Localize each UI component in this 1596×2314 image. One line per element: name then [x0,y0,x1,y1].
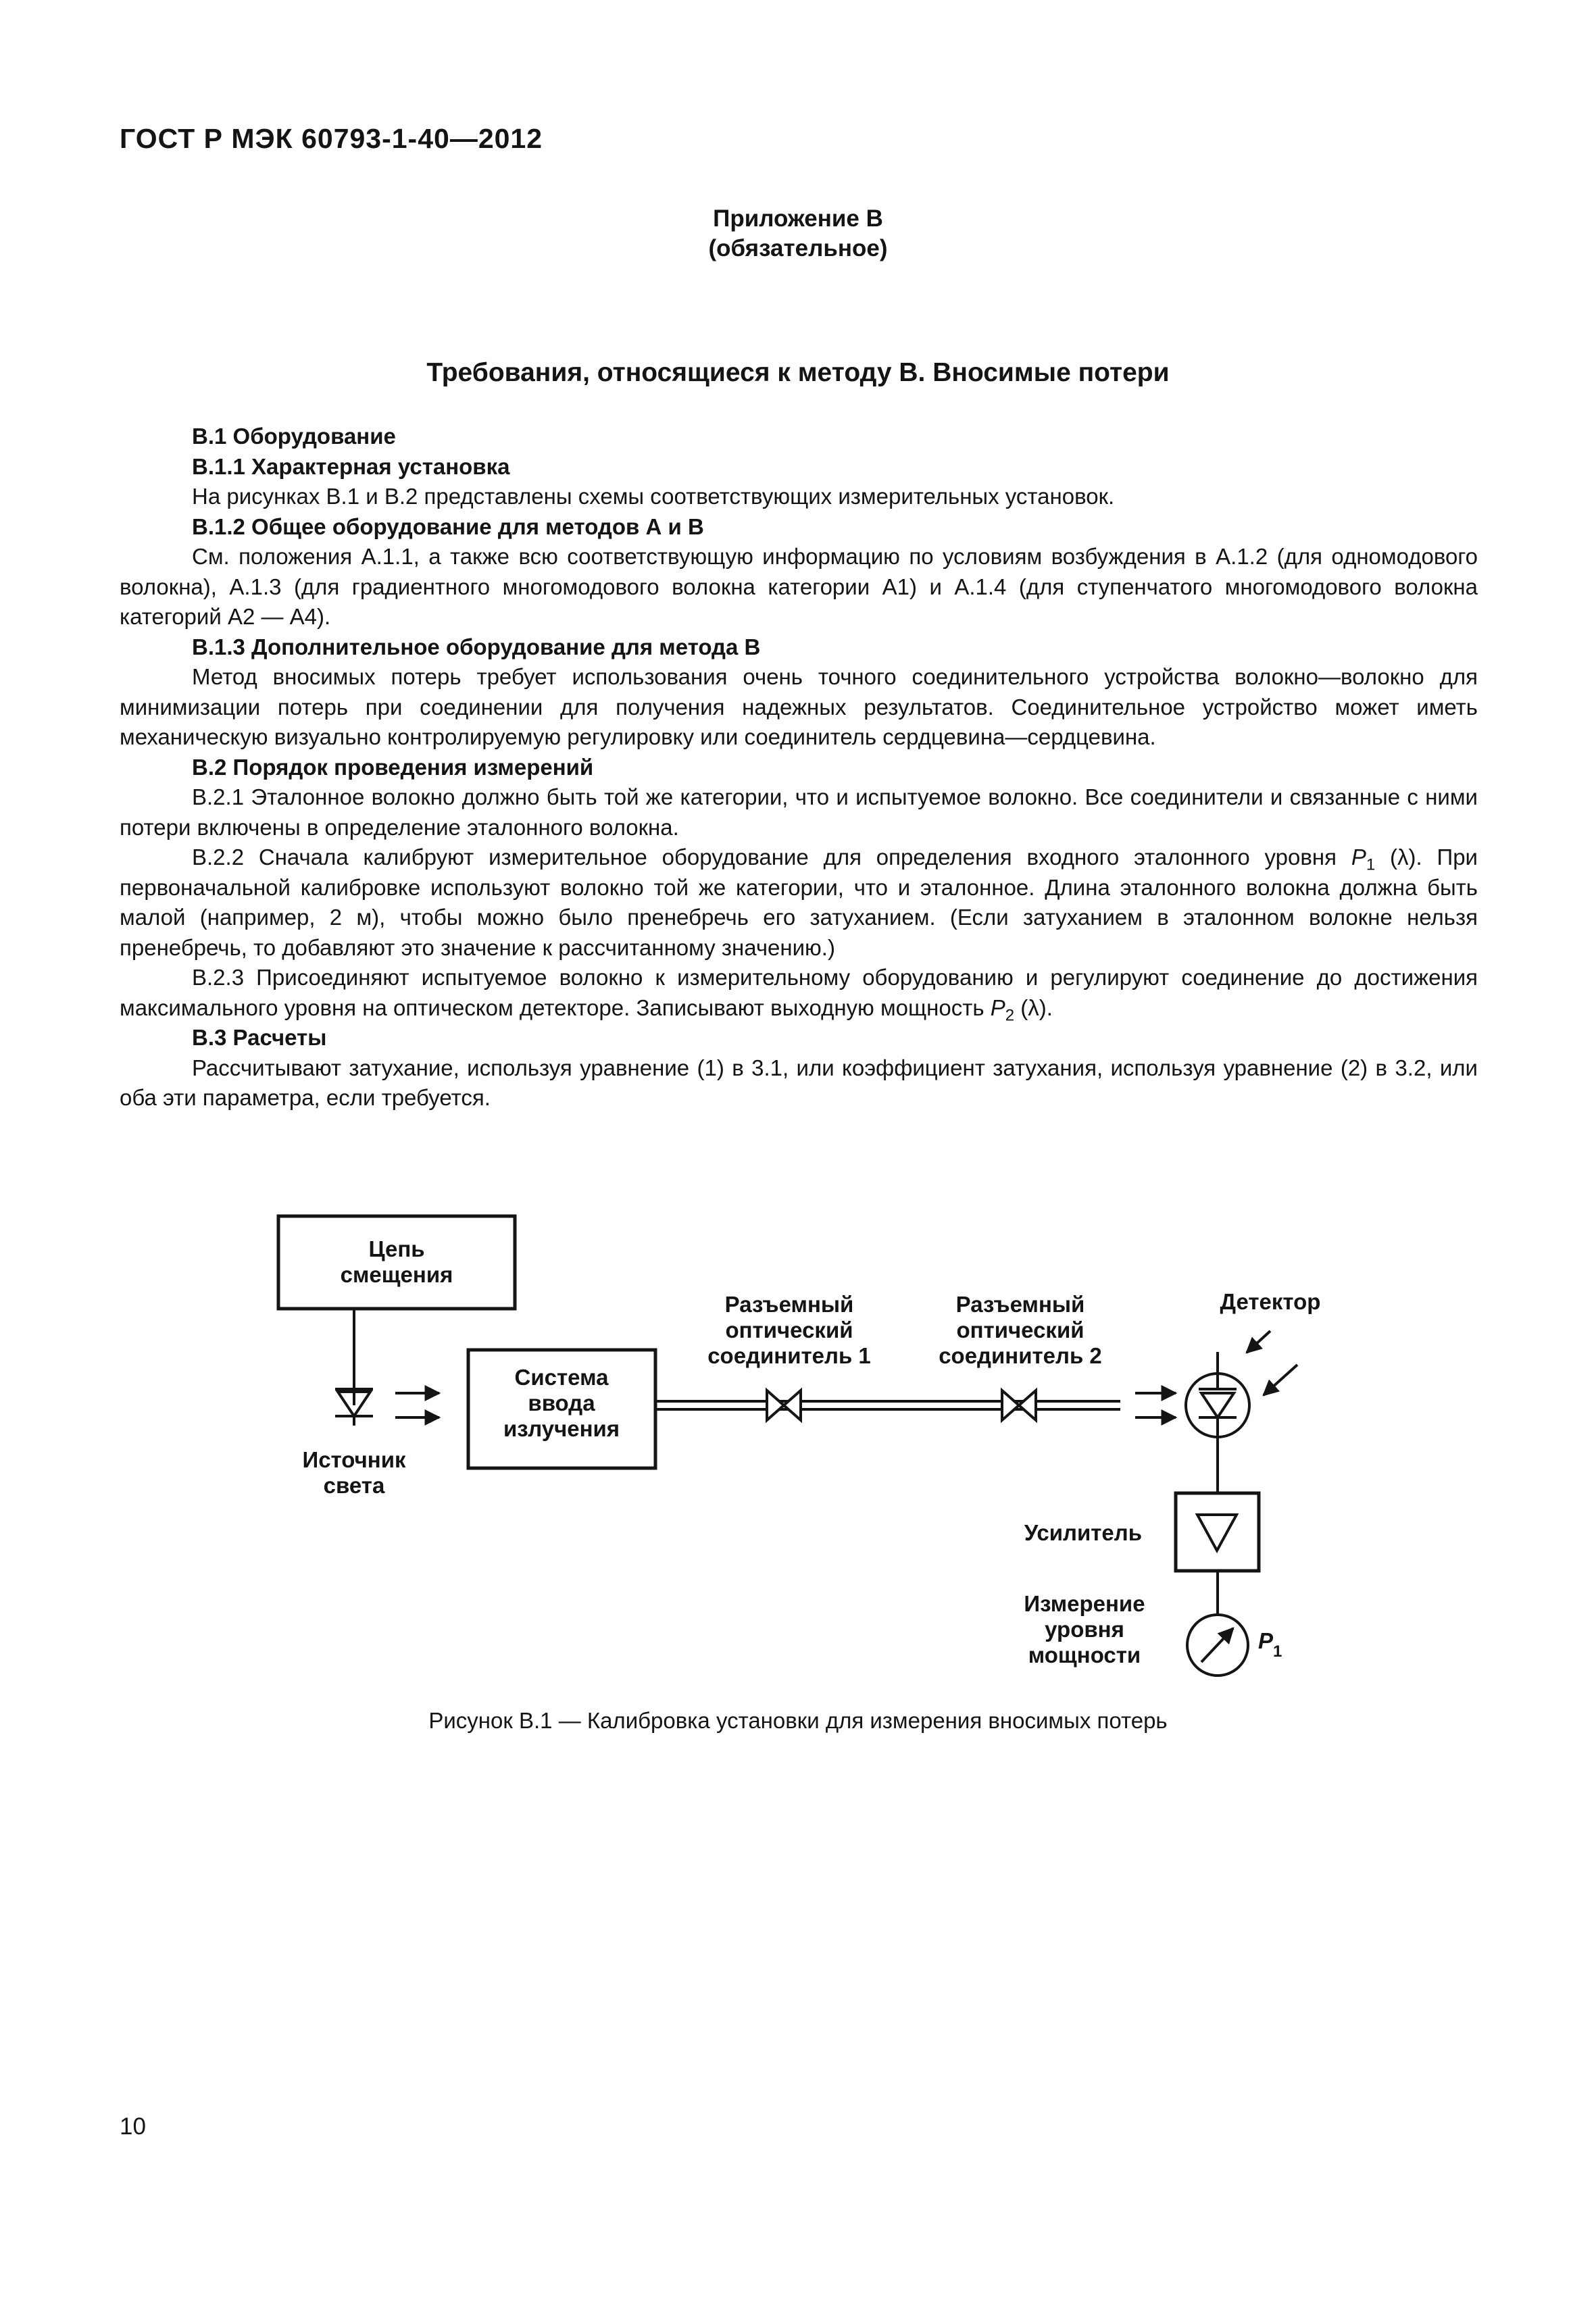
symbol-p1-sub: 1 [1366,855,1376,874]
ambient-light-arrows [1247,1331,1297,1395]
optical-fiber [655,1401,1120,1409]
detector-label: Детектор [1220,1289,1321,1314]
symbol-p1: P [1351,845,1366,870]
connector-2-label-1: Разъемный [955,1292,1085,1317]
bias-circuit-label-1: Цепь [368,1236,425,1261]
power-meter-label-3: мощности [1028,1642,1141,1667]
light-source-label-2: света [323,1473,385,1498]
connector-2-label-3: соединитель 2 [939,1343,1102,1368]
annex-title: Приложение В [713,205,883,232]
paragraph-b21: В.2.1 Эталонное волокно должно быть той же категории, что и испытуемое волокно. Все соединители и связанные с ними потери включены в определение эталонного волокна. [120,784,1478,840]
symbol-p2-sub: 2 [1005,1006,1015,1025]
heading-b3: В.3 Расчеты [192,1025,327,1050]
section-title: Требования, относящиеся к методу В. Вносимые потери [426,358,1170,387]
symbol-p2: P [990,995,1005,1020]
body-text [120,422,1478,1113]
launch-system-label-2: ввода [528,1390,595,1415]
heading-b2: В.2 Порядок проведения измерений [192,754,594,780]
connector-1-label-2: оптический [725,1317,853,1342]
paragraph-b22 [120,842,1478,963]
power-meter-label-1: Измерение [1024,1591,1145,1616]
bias-circuit-label-2: смещения [340,1262,453,1287]
heading-b13: В.1.3 Дополнительное оборудование для метода В [192,634,761,659]
bias-circuit-box [278,1216,515,1309]
paragraph-b13: Метод вносимых потерь требует использования очень точного соединительного устройства волокно—волокно для минимизации потерь при соединении для получения надежных результатов. Соединительное устройство может иметь механическую визуально контролируемую регулировку или соединитель сердцевина—сердцевина. [120,664,1478,749]
connector-2-icon [1002,1390,1036,1420]
figure-caption: Рисунок В.1 — Калибровка установки для измерения вносимых потерь [428,1708,1168,1733]
paragraph-b3: Рассчитывают затухание, используя уравнение (1) в 3.1, или коэффициент затухания, используя уравнение (2) в 3.2, или оба эти параметра, если требуется. [120,1055,1478,1110]
heading-b1: В.1 Оборудование [192,424,396,449]
detector-input-arrows [1135,1393,1176,1417]
heading-b11: В.1.1 Характерная установка [192,453,510,479]
paragraph-b23 [120,963,1478,1023]
meter-symbol: P [1258,1628,1274,1653]
paragraph-b12: См. положения А.1.1, а также всю соответствующую информацию по условиям возбуждения в А.1.2 (для одномодового волокна), А.1.3 (для градиентного многомодового волокна категории А1) и А.1.4 (для ступенчатого многомодового волокна категорий А2 — А4). [120,544,1478,629]
connector-1-label-1: Разъемный [724,1292,854,1317]
connector-1-icon [767,1390,801,1420]
document-id: ГОСТ Р МЭК 60793-1-40—2012 [120,123,543,154]
meter-symbol-sub: 1 [1273,1642,1282,1661]
amplifier-label: Усилитель [1024,1520,1142,1545]
launch-system-box [468,1350,655,1468]
amplifier-box [1176,1493,1259,1571]
calibration-diagram [0,1203,1596,1696]
launch-system-label-1: Система [514,1365,609,1390]
connector-1-label-3: соединитель 1 [707,1343,871,1368]
led-emission-arrows [395,1393,439,1417]
power-meter-icon [1187,1615,1248,1676]
heading-b12: В.1.2 Общее оборудование для методов А и В [192,513,704,539]
launch-system-label-3: излучения [503,1416,620,1441]
page-number: 10 [120,2113,146,2140]
connector-2-label-2: оптический [956,1317,1084,1342]
paragraph-b22-part-b: (λ). При первоначальной калибровке используют волокно той же категории, что и эталонное. Длина эталонного волокна должна быть малой (например, 2 м), чтобы можно было пренебречь его затуханием. (Если затуханием в эталонном волокне нельзя пренебречь, то добавляют это значение к рассчитанному значению.) [120,845,1478,960]
paragraph-b11: На рисунках В.1 и В.2 представлены схемы соответствующих измерительных установок. [192,484,1115,509]
paragraph-b23-part-b: (λ). [1014,995,1053,1020]
light-source-label-1: Источник [302,1447,406,1472]
paragraph-b23-part-a: В.2.3 Присоединяют испытуемое волокно к измерительному оборудованию и регулируют соединение до достижения максимального уровня на оптическом детекторе. Записывают выходную мощность [120,965,1478,1020]
annex-kind: (обязательное) [708,235,888,261]
paragraph-b22-part-a: В.2.2 Сначала калибруют измерительное оборудование для определения входного эталонного уровня [192,845,1351,870]
detector-photodiode-icon [1186,1352,1249,1493]
power-meter-label-2: уровня [1045,1617,1124,1642]
